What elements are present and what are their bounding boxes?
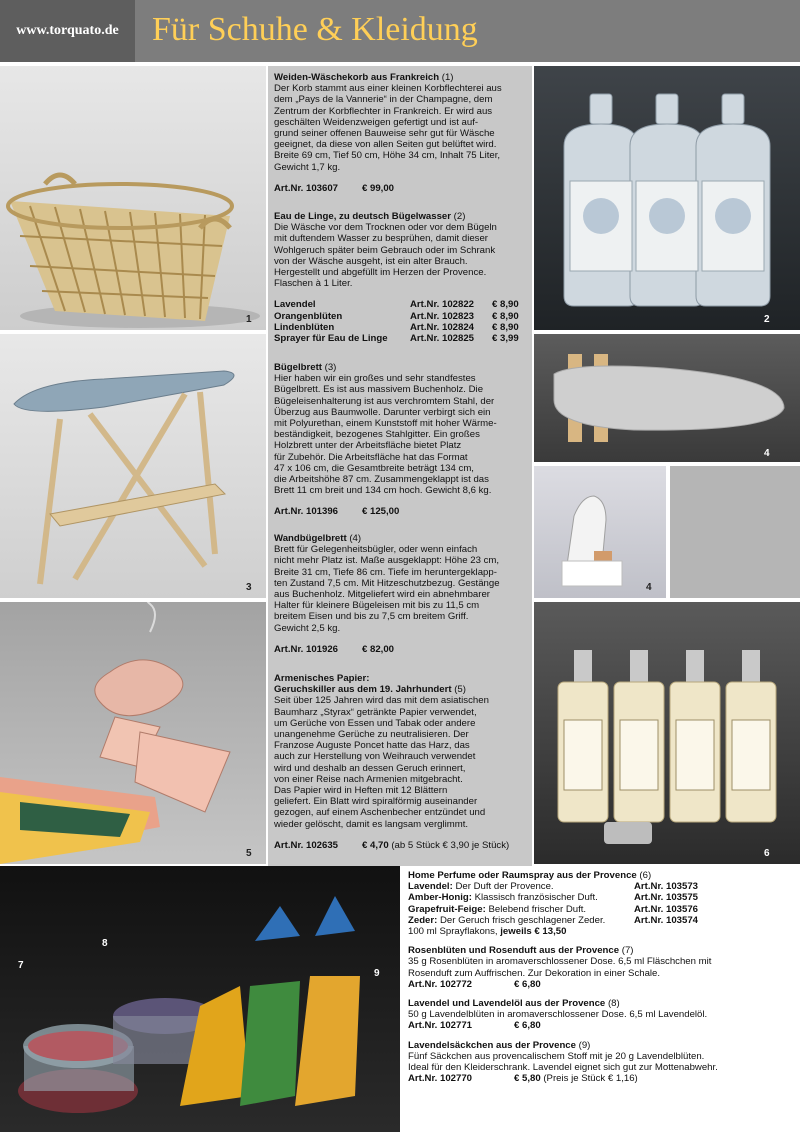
spray-size: 100 ml Sprayflakons, bbox=[408, 926, 498, 938]
desc-line: geliefert. Ein Blatt wird spiralförmig auseinander bbox=[274, 796, 478, 808]
desc-line: um Gerüche von Essen und Tabak oder andere bbox=[274, 717, 476, 729]
scent-desc: Klassisch französischer Duft. bbox=[474, 892, 598, 904]
bottles-illustration bbox=[534, 66, 800, 330]
price-note: (ab 5 Stück € 3,90 je Stück) bbox=[391, 839, 510, 851]
photo-number: 4 bbox=[764, 448, 770, 459]
desc-line: Brett für Gelegenheitsbügler, oder wenn einfach bbox=[274, 544, 478, 556]
table-row bbox=[274, 299, 519, 310]
armenian-paper-illustration bbox=[0, 602, 266, 864]
article-number: Art.Nr. 102770 bbox=[408, 1073, 472, 1085]
scent-name: Zeder: bbox=[408, 914, 438, 926]
variant-name: Orangenblüten bbox=[274, 310, 343, 322]
scent-desc: Belebend frischer Duft. bbox=[488, 903, 587, 915]
scent-name: Grapefruit-Feige: bbox=[408, 903, 486, 915]
table-row bbox=[274, 333, 519, 344]
desc-line: für Zubehör. Die Arbeitsfläche hat das Format bbox=[274, 451, 468, 463]
photo-ref: (9) bbox=[578, 1039, 591, 1051]
item-title: Armenisches Papier: bbox=[274, 673, 370, 684]
desc-line: Brett 11 cm breit und 134 cm hoch. Gewicht 8,6 kg. bbox=[274, 485, 492, 497]
photo-number: 6 bbox=[764, 848, 770, 859]
article-number: Art.Nr. 102772 bbox=[408, 978, 472, 990]
article-number: Art.Nr. 102825 bbox=[410, 333, 474, 345]
potpourri-illustration bbox=[0, 866, 400, 1132]
price: € 5,80 bbox=[514, 1073, 541, 1085]
desc-line: Rosenduft zum Auffrischen. Zur Dekoration in einer Schale. bbox=[408, 967, 661, 979]
item-eau-de-linge bbox=[274, 211, 534, 344]
desc-line: beständigkeit, bezogenes Stahlgitter. Ein großes bbox=[274, 429, 480, 441]
price: € 6,80 bbox=[514, 1020, 541, 1032]
desc-line: dem „Pays de la Vannerie“ in der Champagne, dem bbox=[274, 94, 493, 106]
photo-backdrop bbox=[670, 466, 800, 598]
article-number: Art.Nr. 103576 bbox=[634, 903, 698, 915]
price-line bbox=[274, 644, 534, 655]
desc-line: 35 g Rosenblüten in aromaverschlossener Dose. 6,5 ml Fläschchen mit bbox=[408, 956, 712, 968]
photo-room-sprays bbox=[534, 602, 800, 864]
desc-line: ten Zustand 7,5 cm. Mit Hitzeschutzbezug. Gestänge bbox=[274, 577, 500, 589]
photo-ironing-board bbox=[0, 334, 266, 598]
desc-line: Hergestellt und abgefüllt im Herzen der Provence. bbox=[274, 267, 487, 279]
photo-number: 3 bbox=[246, 582, 252, 593]
photo-number: 9 bbox=[374, 968, 380, 979]
photo-ref: (2) bbox=[453, 211, 466, 222]
desc-line: auch zur Herstellung von Weihrauch verwendet bbox=[274, 751, 476, 763]
scent-name: Lavendel: bbox=[408, 881, 453, 893]
photo-number: 2 bbox=[764, 314, 770, 325]
page-header bbox=[0, 0, 800, 62]
photo-number: 7 bbox=[18, 960, 24, 971]
item-title: Rosenblüten und Rosenduft aus der Provence bbox=[408, 945, 620, 957]
item-title: Lavendelsäckchen aus der Provence bbox=[408, 1039, 576, 1051]
desc-line: Ideal für den Kleiderschrank. Lavendel eignet sich gut zur Mottenabwehr. bbox=[408, 1062, 718, 1074]
variant-table bbox=[274, 299, 519, 344]
desc-line: Überzug aus Baumwolle. Darunter verbirgt sich ein bbox=[274, 406, 491, 418]
page-title: Für Schuhe & Kleidung bbox=[152, 11, 478, 48]
desc-line: Fünf Säckchen aus provencalischem Stoff mit je 20 g Lavendelblüten. bbox=[408, 1050, 705, 1062]
desc-line: Breite 69 cm, Tief 50 cm, Höhe 34 cm, Inhalt 75 Liter, bbox=[274, 150, 501, 162]
desc-line: Hier haben wir ein großes und sehr standfestes bbox=[274, 373, 476, 385]
photo-wall-ironing-board bbox=[534, 334, 800, 462]
desc-line: 47 x 106 cm, die Gesamtbreite beträgt 134 cm, bbox=[274, 462, 474, 474]
desc-line: Zentrum der Korbflechter in Frankreich. Er wird aus bbox=[274, 105, 493, 117]
item-title: Bügelbrett bbox=[274, 362, 322, 373]
price: € 82,00 bbox=[362, 643, 395, 655]
desc-line: Der Korb stammt aus einer kleinen Korbflechterei aus bbox=[274, 83, 502, 95]
article-number: Art.Nr. 102824 bbox=[410, 321, 474, 333]
photo-number: 8 bbox=[102, 938, 108, 949]
desc-line: Das Papier wird in Heften mit 12 Blättern bbox=[274, 785, 448, 797]
photo-eau-de-linge bbox=[534, 66, 800, 330]
item-title: Lavendel und Lavendelöl aus der Provence bbox=[408, 998, 606, 1010]
desc-line: unangenehme Gerüche zu neutralisieren. Der bbox=[274, 729, 469, 741]
desc-line: Bügeleisenhalterung ist aus verchromtem Stahl, der bbox=[274, 395, 495, 407]
variant-name: Lavendel bbox=[274, 299, 316, 311]
table-row bbox=[274, 322, 519, 333]
photo-laundry-basket bbox=[0, 66, 266, 330]
desc-line: breitem Eisen und bis zu 7,5 cm breitem Griff. bbox=[274, 611, 469, 623]
basket-illustration bbox=[0, 66, 266, 330]
article-number: Art.Nr. 102771 bbox=[408, 1020, 472, 1032]
desc-line: gezogen, auf einem Aschenbecher entzündet und bbox=[274, 807, 486, 819]
price: € 125,00 bbox=[362, 506, 400, 518]
photo-ref: (3) bbox=[324, 362, 337, 373]
desc-line: mit Polyurethan, einem Kunststoff mit hoher Wärme- bbox=[274, 418, 497, 430]
article-number: Art.Nr. 101926 bbox=[274, 643, 338, 655]
table-row bbox=[408, 892, 800, 903]
item-title: Eau de Linge, zu deutsch Bügelwasser bbox=[274, 211, 451, 222]
desc-line: wird und deshalb an dessen Geruch erinnert, bbox=[274, 762, 466, 774]
price: € 4,70 bbox=[362, 839, 389, 851]
desc-line: grund seiner offenen Bauweise sehr gut für Wäsche bbox=[274, 128, 495, 140]
photo-ref: (1) bbox=[441, 72, 454, 83]
desc-line: Flaschen à 1 Liter. bbox=[274, 278, 353, 290]
article-number: Art.Nr. 101396 bbox=[274, 506, 338, 518]
desc-line: geeignet, da diese von allen Seiten gut belüftet wird. bbox=[274, 139, 497, 151]
desc-line: Franzose Auguste Poncet hatte das Harz, das bbox=[274, 740, 470, 752]
variant-name: Sprayer für Eau de Linge bbox=[274, 333, 388, 345]
desc-line: Wohlgeruch später beim Gebrauch oder im Schrank bbox=[274, 244, 496, 256]
article-number: Art.Nr. 103573 bbox=[634, 881, 698, 893]
photo-iron-holder bbox=[534, 466, 666, 598]
price: € 3,99 bbox=[492, 333, 519, 345]
desc-line: geschälten Weidenzweigen gefertigt und ist auf- bbox=[274, 116, 479, 128]
article-number: Art.Nr. 103575 bbox=[634, 892, 698, 904]
desc-line: die Arbeitshöhe 87 cm. Zusammengeklappt ist das bbox=[274, 474, 489, 486]
desc-line: wieder gelöscht, damit es langsam verglimmt. bbox=[274, 818, 469, 830]
photo-ref: (4) bbox=[349, 533, 362, 544]
desc-line: Gewicht 2,5 kg. bbox=[274, 622, 341, 634]
photo-ref: (5) bbox=[454, 684, 466, 696]
desc-line: Holzbrett unter der Arbeitsfläche bietet Platz bbox=[274, 440, 462, 452]
desc-line: Die Wäsche vor dem Trocknen oder vor dem Bügeln bbox=[274, 222, 497, 234]
photo-number: 1 bbox=[246, 314, 252, 325]
desc-line: von einer Reise nach Armenien mitgebracht. bbox=[274, 773, 463, 785]
item-wall-ironing-board bbox=[274, 533, 534, 655]
photo-armenian-paper bbox=[0, 602, 266, 864]
sprays-illustration bbox=[534, 602, 800, 864]
item-laundry-basket bbox=[274, 72, 534, 194]
item-title: Home Perfume oder Raumspray aus der Provence bbox=[408, 870, 637, 881]
photo-lavender-rose bbox=[0, 866, 400, 1132]
photo-ref: (7) bbox=[621, 945, 634, 957]
price-line bbox=[274, 183, 534, 194]
desc-line: mit duftendem Wasser zu besprühen, damit dieser bbox=[274, 233, 489, 245]
iron-holder-illustration bbox=[534, 466, 666, 598]
item-ironing-board bbox=[274, 362, 534, 518]
desc-line: Gewicht 1,7 kg. bbox=[274, 161, 341, 173]
scent-desc: Der Duft der Provence. bbox=[455, 881, 554, 893]
article-number: Art.Nr. 102635 bbox=[274, 839, 338, 851]
desc-line: Breite 31 cm, Tiefe 86 cm. Tiefe im heruntergeklapp- bbox=[274, 566, 497, 578]
price: € 99,00 bbox=[362, 182, 395, 194]
ironing-board-illustration bbox=[0, 334, 266, 598]
item-subtitle: Geruchskiller aus dem 19. Jahrhundert bbox=[274, 684, 452, 696]
price: jeweils € 13,50 bbox=[500, 926, 567, 938]
bottom-descriptions bbox=[408, 870, 800, 1084]
desc-line: Seit über 125 Jahren wird das mit dem asiatischen bbox=[274, 695, 489, 707]
desc-line: Baumharz „Styrax“ getränkte Papier verwendet, bbox=[274, 706, 477, 718]
price-line bbox=[274, 506, 534, 517]
price: € 8,90 bbox=[492, 310, 519, 322]
desc-line: Halter für kleinere Bügeleisen mit bis zu 11,5 cm bbox=[274, 600, 480, 612]
desc-line: Bügelbrett. Es ist aus massivem Buchenholz. Die bbox=[274, 384, 484, 396]
price: € 8,90 bbox=[492, 321, 519, 333]
item-title: Wandbügelbrett bbox=[274, 533, 347, 544]
desc-line: 50 g Lavendelblüten in aromaverschlossener Dose. 6,5 ml Lavendelöl. bbox=[408, 1009, 708, 1021]
article-number: Art.Nr. 103607 bbox=[274, 182, 338, 194]
wall-board-illustration bbox=[534, 334, 800, 462]
photo-ref: (6) bbox=[639, 870, 652, 881]
article-number: Art.Nr. 103574 bbox=[634, 914, 698, 926]
price-note: (Preis je Stück € 1,16) bbox=[543, 1073, 638, 1085]
article-number: Art.Nr. 102822 bbox=[410, 299, 474, 311]
item-title: Weiden-Wäschekorb aus Frankreich bbox=[274, 72, 440, 83]
price: € 8,90 bbox=[492, 299, 519, 311]
photo-number: 5 bbox=[246, 848, 252, 859]
price: € 6,80 bbox=[514, 978, 541, 990]
desc-line: von der Wäsche ausgeht, ist ein alter Brauch. bbox=[274, 255, 468, 267]
table-row bbox=[408, 915, 800, 926]
price-line bbox=[274, 840, 534, 851]
table-row bbox=[408, 904, 800, 915]
desc-line: aus Buchenholz. Mitgeliefert wird ein abnehmbarer bbox=[274, 589, 490, 601]
site-url[interactable]: www.torquato.de bbox=[0, 0, 135, 62]
article-number: Art.Nr. 102823 bbox=[410, 310, 474, 322]
desc-line: nicht mehr Platz ist. Maße ausgeklappt: Höhe 23 cm, bbox=[274, 555, 500, 567]
scent-name: Amber-Honig: bbox=[408, 892, 472, 904]
variant-name: Lindenblüten bbox=[274, 321, 335, 333]
table-row bbox=[408, 881, 800, 892]
item-armenian-paper bbox=[274, 673, 534, 851]
table-row bbox=[274, 311, 519, 322]
scent-desc: Der Geruch frisch geschlagener Zeder. bbox=[440, 914, 606, 926]
photo-number: 4 bbox=[646, 582, 652, 593]
photo-ref: (8) bbox=[607, 998, 620, 1010]
